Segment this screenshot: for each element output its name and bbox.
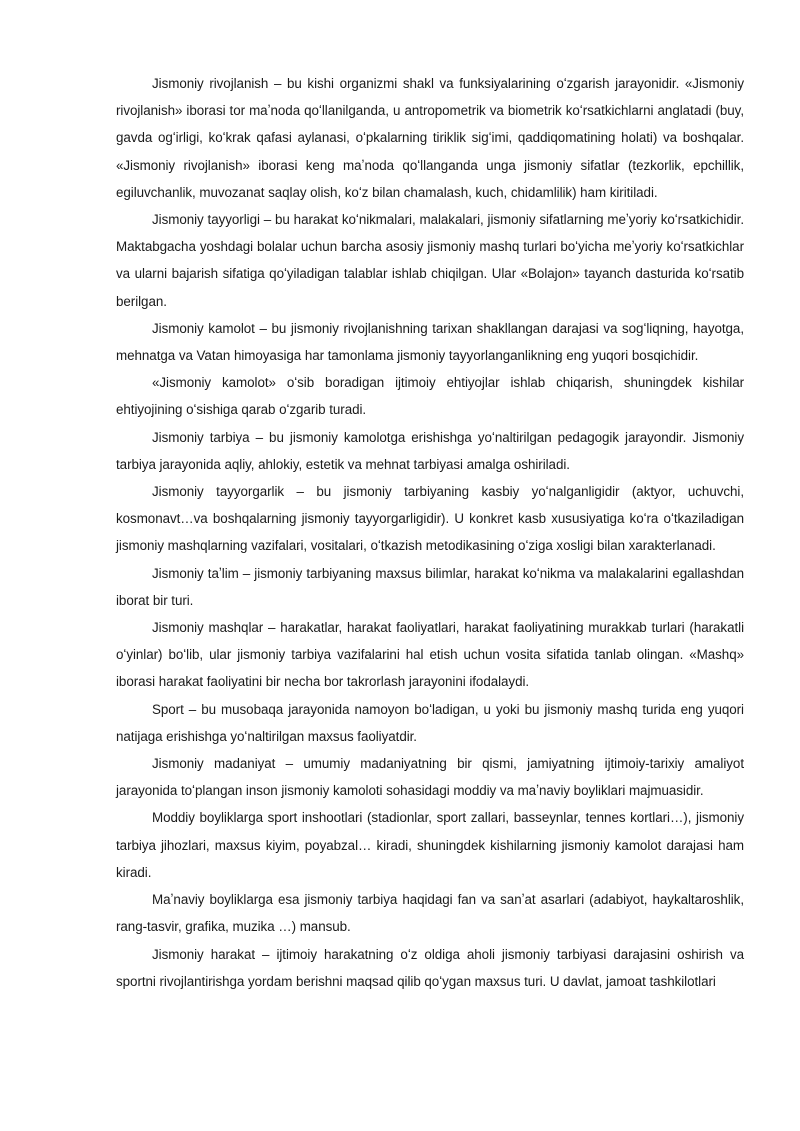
paragraph-manaviy-boyliklar: Maʼnaviy boyliklarga esa jismoniy tarbiya haqidagi fan va sanʼat asarlari (adabiyot, haykaltaroshlik, rang-tasvir, grafika, muzika …) mansub. xyxy=(116,892,744,935)
paragraph-moddiy-boyliklar: Moddiy boyliklarga sport inshootlari (stadionlar, sport zallari, basseynlar, tennes kortlari…), jismoniy tarbiya jihozlari, maxsus kiyim, poyabzal… kiradi, shuningdek kishilarning jismoniy kamolot darajasi ham kiradi. xyxy=(116,810,744,880)
paragraph-jismoniy-tarbiya: Jismoniy tarbiya – bu jismoniy kamolotga erishishga yoʻnaltirilgan pedagogik jarayondir. Jismoniy tarbiya jarayonida aqliy, ahlokiy, estetik va mehnat tarbiyasi amalga oshiriladi. xyxy=(116,429,744,472)
paragraph-jismoniy-tayyorligi: Jismoniy tayyorligi – bu harakat koʻnikmalari, malakalari, jismoniy sifatlarning meʼyoriy koʻrsatkichidir. Maktabgacha yoshdagi bolalar uchun barcha asosiy jismoniy mashq turlari boʻyicha meʼyoriy koʻrsatkichlar va ularni bajarish sifatiga qoʻyiladigan talablar ishlab chiqilgan. Ular «Bolajon» tayanch dasturida koʻrsatib berilgan. xyxy=(116,212,744,309)
paragraph-jismoniy-kamolot-ehtiyojlar: «Jismoniy kamolot» oʻsib boradigan ijtimoiy ehtiyojlar ishlab chiqarish, shuningdek kishilar ehtiyojining oʻsishiga qarab oʻzgarib turadi. xyxy=(116,375,744,418)
paragraph-jismoniy-harakat: Jismoniy harakat – ijtimoiy harakatning oʻz oldiga aholi jismoniy tarbiyasi darajasini oshirish va sportni rivojlantirishga yordam berishni maqsad qilib qoʻygan maxsus turi. U davlat, jamoat tashkilotlari xyxy=(116,946,744,989)
paragraph-sport: Sport – bu musobaqa jarayonida namoyon boʻladigan, u yoki bu jismoniy mashq turida eng yuqori natijaga erishishga yoʻnaltirilgan maxsus faoliyatdir. xyxy=(116,701,744,744)
paragraph-jismoniy-kamolot: Jismoniy kamolot – bu jismoniy rivojlanishning tarixan shakllangan darajasi va sogʻliqning, hayotga, mehnatga va Vatan himoyasiga har tamonlama jismoniy tayyorlanganlikning eng yuqori bosqichidir. xyxy=(116,320,744,364)
paragraph-jismoniy-rivojlanish: Jismoniy rivojlanish – bu kishi organizmi shakl va funksiyalarining oʻzgarish jarayonidir. «Jismoniy rivojlanish» iborasi tor maʼnoda qoʻllanilganda, u antropometrik va biometrik koʻrsatkichlarni anglatadi (buy, gavda ogʻirligi, koʻkrak qafasi aylanasi, oʻpkalarning tiriklik sigʻimi, qaddiqomatining holati) va boshqalar. «Jismoniy rivojlanish» iborasi keng maʼnoda qoʻllanganda unga jismoniy sifatlar (tezkorlik, epchillik, egiluvchanlik, muvozanat saqlay olish, koʻz bilan chamalash, kuch, chidamlilik) ham kiritiladi. xyxy=(116,76,744,200)
paragraph-jismoniy-talim: Jismoniy taʼlim – jismoniy tarbiyaning maxsus bilimlar, harakat koʻnikma va malakalarini egallashdan iborat bir turi. xyxy=(116,565,744,608)
paragraph-jismoniy-tayyorgarlik: Jismoniy tayyorgarlik – bu jismoniy tarbiyaning kasbiy yoʻnalganligidir (aktyor, uchuvchi, kosmonavt…va boshqalarning jismoniy tayyorgarligidir). U konkret kasb xususiyatiga koʻra oʻtkaziladigan jismoniy mashqlarning vazifalari, vositalari, oʻtkazish metodikasining oʻziga xosligi bilan xarakterlanadi. xyxy=(116,484,744,554)
document-body xyxy=(116,70,744,995)
paragraph-jismoniy-madaniyat: Jismoniy madaniyat – umumiy madaniyatning bir qismi, jamiyatning ijtimoiy-tarixiy amaliyot jarayonida toʻplangan inson jismoniy kamoloti sohasidagi moddiy va maʼnaviy boyliklari majmuasidir. xyxy=(116,756,744,799)
paragraph-jismoniy-mashqlar: Jismoniy mashqlar – harakatlar, harakat faoliyatlari, harakat faoliyatining murakkab turlari (harakatli oʻyinlar) boʻlib, ular jismoniy tarbiya vazifalarini hal etish uchun vosita sifatida tanlab olingan. «Mashq» iborasi harakat faoliyatini bir necha bor takrorlash jarayonini ifodalaydi. xyxy=(116,620,744,690)
